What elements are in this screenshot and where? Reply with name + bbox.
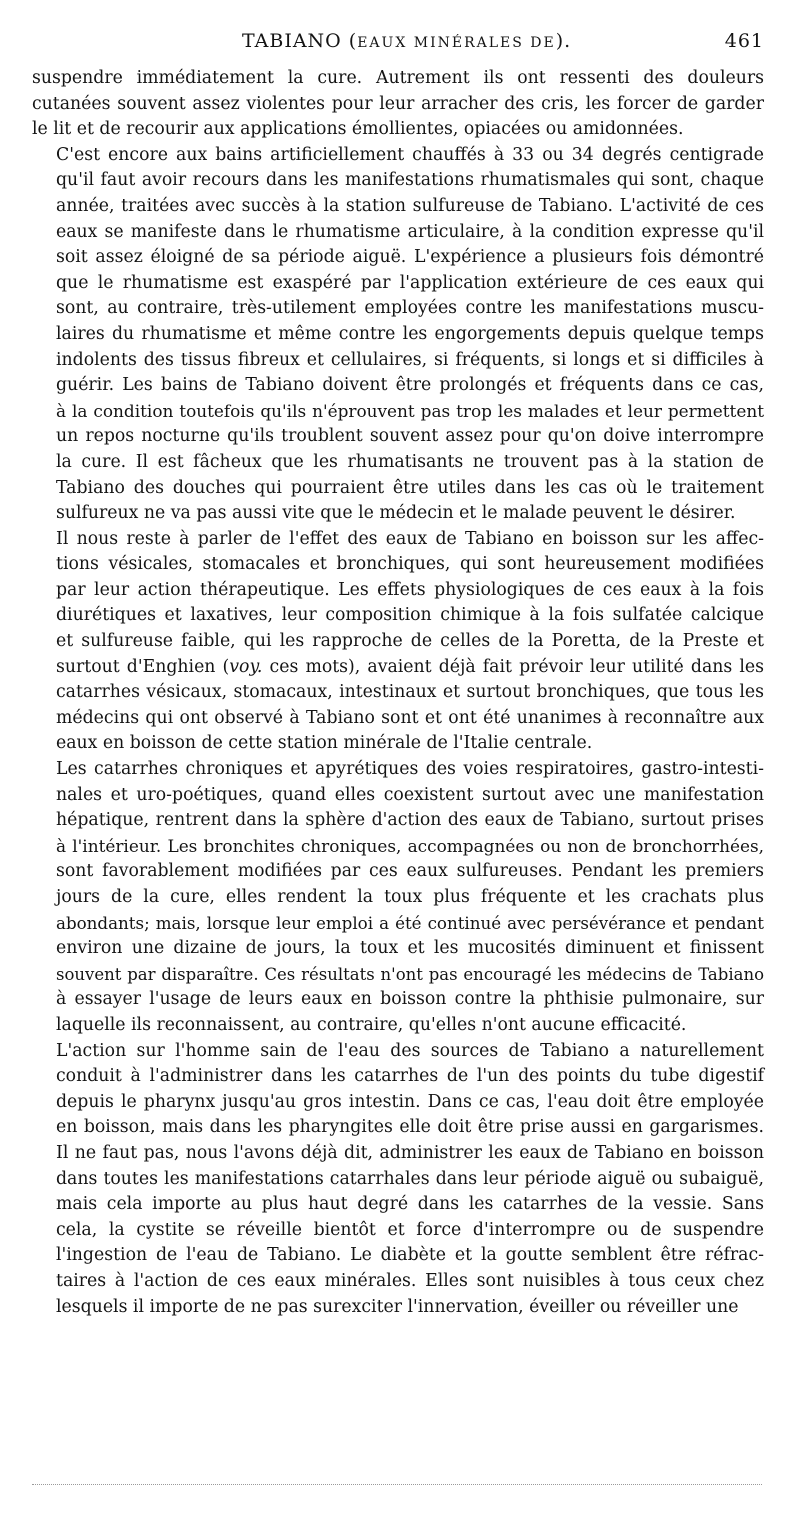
text-line: le lit et de recourir aux applications émollientes, opiacées ou amidonnées. [32, 119, 684, 140]
text-line: soit assez éloigné de sa période aiguë. L'expérience a plusieurs fois démontré [56, 247, 764, 268]
text-line: sont favorablement modifiées par ces eaux sulfureuses. Pendant les premiers [56, 861, 764, 882]
text-line: indolents des tissus fibreux et cellulaires, si fréquents, si longs et si difficiles à [56, 349, 764, 370]
text-line: sont, au contraire, très-utilement employées contre les manifestations muscu- [56, 298, 764, 319]
text-line: cela, la cystite se réveille bientôt et force d'interrompre ou de suspendre [56, 1219, 764, 1240]
text-line: sulfureux ne va pas aussi vite que le médecin et le malade peuvent le désirer. [56, 503, 736, 524]
text-line: diurétiques et laxatives, leur composition chimique à la fois sulfatée calcique [56, 605, 764, 626]
text-line: tions vésicales, stomacales et bronchiques, qui sont heureusement modifiées [56, 554, 764, 575]
text-line: Les catarrhes chroniques et apyrétiques des voies respiratoires, gastro-intesti- [56, 759, 764, 780]
text-line: Il nous reste à parler de l'effet des eaux de Tabiano en boisson sur les affec- [56, 528, 764, 549]
text-line: Tabiano des douches qui pourraient être utiles dans les cas où le traitement [56, 477, 764, 498]
text-line: Il ne faut pas, nous l'avons déjà dit, administrer les eaux de Tabiano en boisson [56, 1142, 764, 1163]
text-line: conduit à l'administrer dans les catarrhes de l'un des points du tube digestif [56, 1066, 764, 1087]
text-line: à l'intérieur. Les bronchites chroniques, accompagnées ou non de bronchorrhées, [56, 835, 764, 856]
text-line: eaux se manifeste dans le rhumatisme articulaire, à la condition expresse qu'il [56, 221, 764, 242]
text-line: catarrhes vésicaux, stomacaux, intestinaux et surtout bronchiques, que tous les [56, 682, 764, 703]
running-title-smallcaps: EAUX MINÉRALES DE [357, 35, 556, 51]
text-line: à essayer l'usage de leurs eaux en boisson contre la phthisie pulmonaire, sur [56, 989, 764, 1010]
text-line: médecins qui ont observé à Tabiano sont et ont été unanimes à reconnaître aux [56, 707, 764, 728]
text-line: C'est encore aux bains artificiellement chauffés à 33 ou 34 degrés centigrade [56, 144, 764, 165]
running-title-main: TABIANO ( [242, 30, 358, 52]
text-line: laquelle ils reconnaissent, au contraire, qu'elles n'ont aucune efficacité. [56, 1014, 687, 1035]
text-line: en boisson, mais dans les pharyngites elle doit être prise aussi en gargarismes. [56, 1117, 764, 1138]
paragraph [32, 143, 764, 527]
text-line: qu'il faut avoir recours dans les manifestations rhumatismales qui sont, chaque [56, 170, 764, 191]
text-line: cutanées souvent assez violentes pour leur arracher des cris, les forcer de garder [32, 93, 764, 114]
text-line: laires du rhumatisme et même contre les engorgements depuis quelque temps [56, 323, 764, 344]
footer-dotted-rule [32, 1484, 762, 1485]
paragraph [32, 66, 764, 143]
text-line: jours de la cure, elles rendent la toux plus fréquente et les crachats plus [56, 887, 764, 907]
text-line: depuis le pharynx jusqu'au gros intestin. Dans ce cas, l'eau doit être employée [56, 1091, 764, 1112]
book-page [32, 30, 764, 1320]
text-line: hépatique, rentrent dans la sphère d'action des eaux de Tabiano, surtout prises [56, 810, 764, 831]
text-line: que le rhumatisme est exaspéré par l'application extérieure de ces eaux qui [56, 272, 764, 293]
text-line: par leur action thérapeutique. Les effets physiologiques de ces eaux à la fois [56, 579, 764, 600]
text-line: année, traitées avec succès à la station sulfureuse de Tabiano. L'activité de ces [56, 195, 764, 216]
text-line: taires à l'action de ces eaux minérales. Elles sont nuisibles à tous ceux chez [56, 1270, 764, 1291]
page-body [32, 66, 764, 1320]
paragraph [32, 757, 764, 1039]
page-number: 461 [724, 30, 764, 52]
running-title-close: ). [555, 30, 572, 52]
text-line: L'action sur l'homme sain de l'eau des sources de Tabiano a naturellement [56, 1040, 764, 1061]
text-line: souvent par disparaître. Ces résultats n'ont pas encouragé les médecins de Tabiano [56, 964, 764, 984]
text-line: l'ingestion de l'eau de Tabiano. Le diabète et la goutte semblent être réfrac- [56, 1245, 764, 1266]
text-line: environ une dizaine de jours, la toux et les mucosités diminuent et finissent [56, 938, 764, 959]
paragraph [32, 1039, 764, 1321]
text-line: et sulfureuse faible, qui les rapproche de celles de la Poretta, de la Preste et [56, 631, 764, 652]
text-line: dans toutes les manifestations catarrhales dans leur période aiguë ou subaiguë, [56, 1168, 764, 1189]
paragraph [32, 527, 764, 757]
text-line: nales et uro-poétiques, quand elles coexistent surtout avec une manifestation [56, 784, 764, 805]
text-line: eaux en boisson de cette station minérale de l'Italie centrale. [56, 733, 593, 754]
running-header [32, 30, 764, 60]
text-line: un repos nocturne qu'ils troublent souvent assez pour qu'on doive interrompre [56, 426, 764, 447]
running-title [242, 30, 571, 52]
text-line: suspendre immédiatement la cure. Autrement ils ont ressenti des douleurs [32, 68, 764, 88]
text-line: mais cela importe au plus haut degré dans les catarrhes de la vessie. Sans [56, 1194, 764, 1215]
text-line: à la condition toutefois qu'ils n'éprouvent pas trop les malades et leur permettent [56, 400, 764, 421]
text-line: lesquels il importe de ne pas surexciter l'innervation, éveiller ou réveiller une [56, 1296, 739, 1317]
text-line: surtout d'Enghien (voy. ces mots), avaient déjà fait prévoir leur utilité dans les [56, 656, 765, 677]
text-line: la cure. Il est fâcheux que les rhumatisants ne trouvent pas à la station de [56, 451, 764, 472]
text-line: guérir. Les bains de Tabiano doivent être prolongés et fréquents dans ce cas, [56, 375, 764, 396]
text-line: abondants; mais, lorsque leur emploi a été continué avec persévérance et pendant [56, 912, 764, 933]
